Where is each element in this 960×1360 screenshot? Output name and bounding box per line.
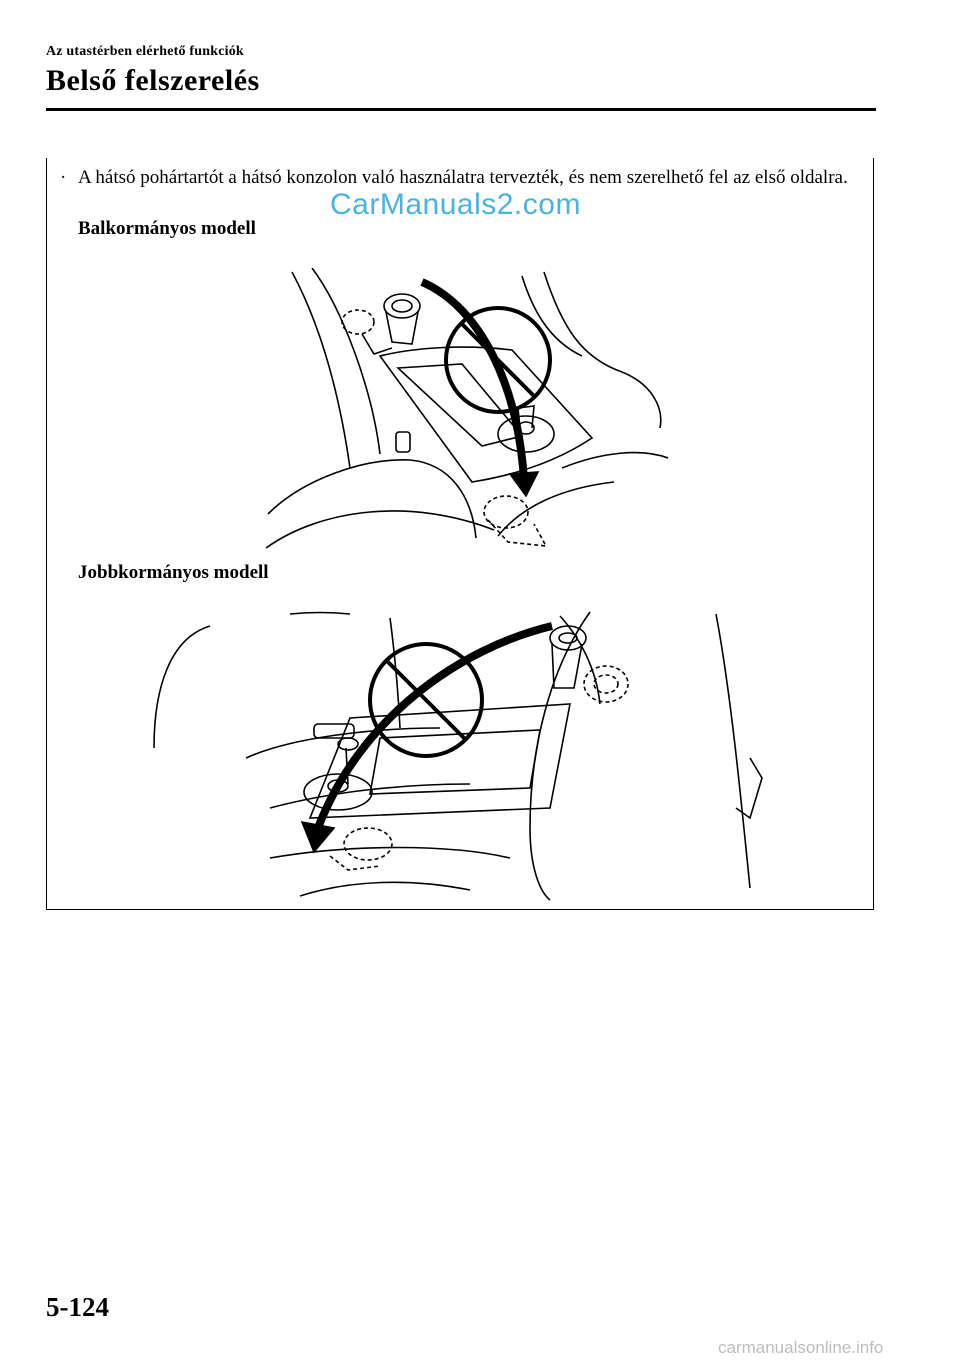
- rhd-model-heading: Jobbkormányos modell: [78, 562, 269, 583]
- note-text: A hátsó pohártartót a hátsó konzolon való használatra tervezték, és nem szerelhető fel az első oldalra.: [78, 167, 848, 188]
- page-number: 5-124: [46, 1292, 109, 1322]
- rhd-console-illustration: [150, 608, 774, 902]
- page-title: Belső felszerelés: [46, 64, 260, 97]
- watermark: CarManuals2.com: [330, 188, 581, 221]
- footer-site-logo: carmanualsonline.info: [718, 1338, 884, 1357]
- lhd-console-illustration: [262, 268, 670, 552]
- section-label: Az utastérben elérhető funkciók: [46, 44, 244, 59]
- lhd-model-heading: Balkormányos modell: [78, 218, 256, 239]
- bullet-mark: ·: [60, 167, 67, 188]
- title-rule: [46, 108, 876, 111]
